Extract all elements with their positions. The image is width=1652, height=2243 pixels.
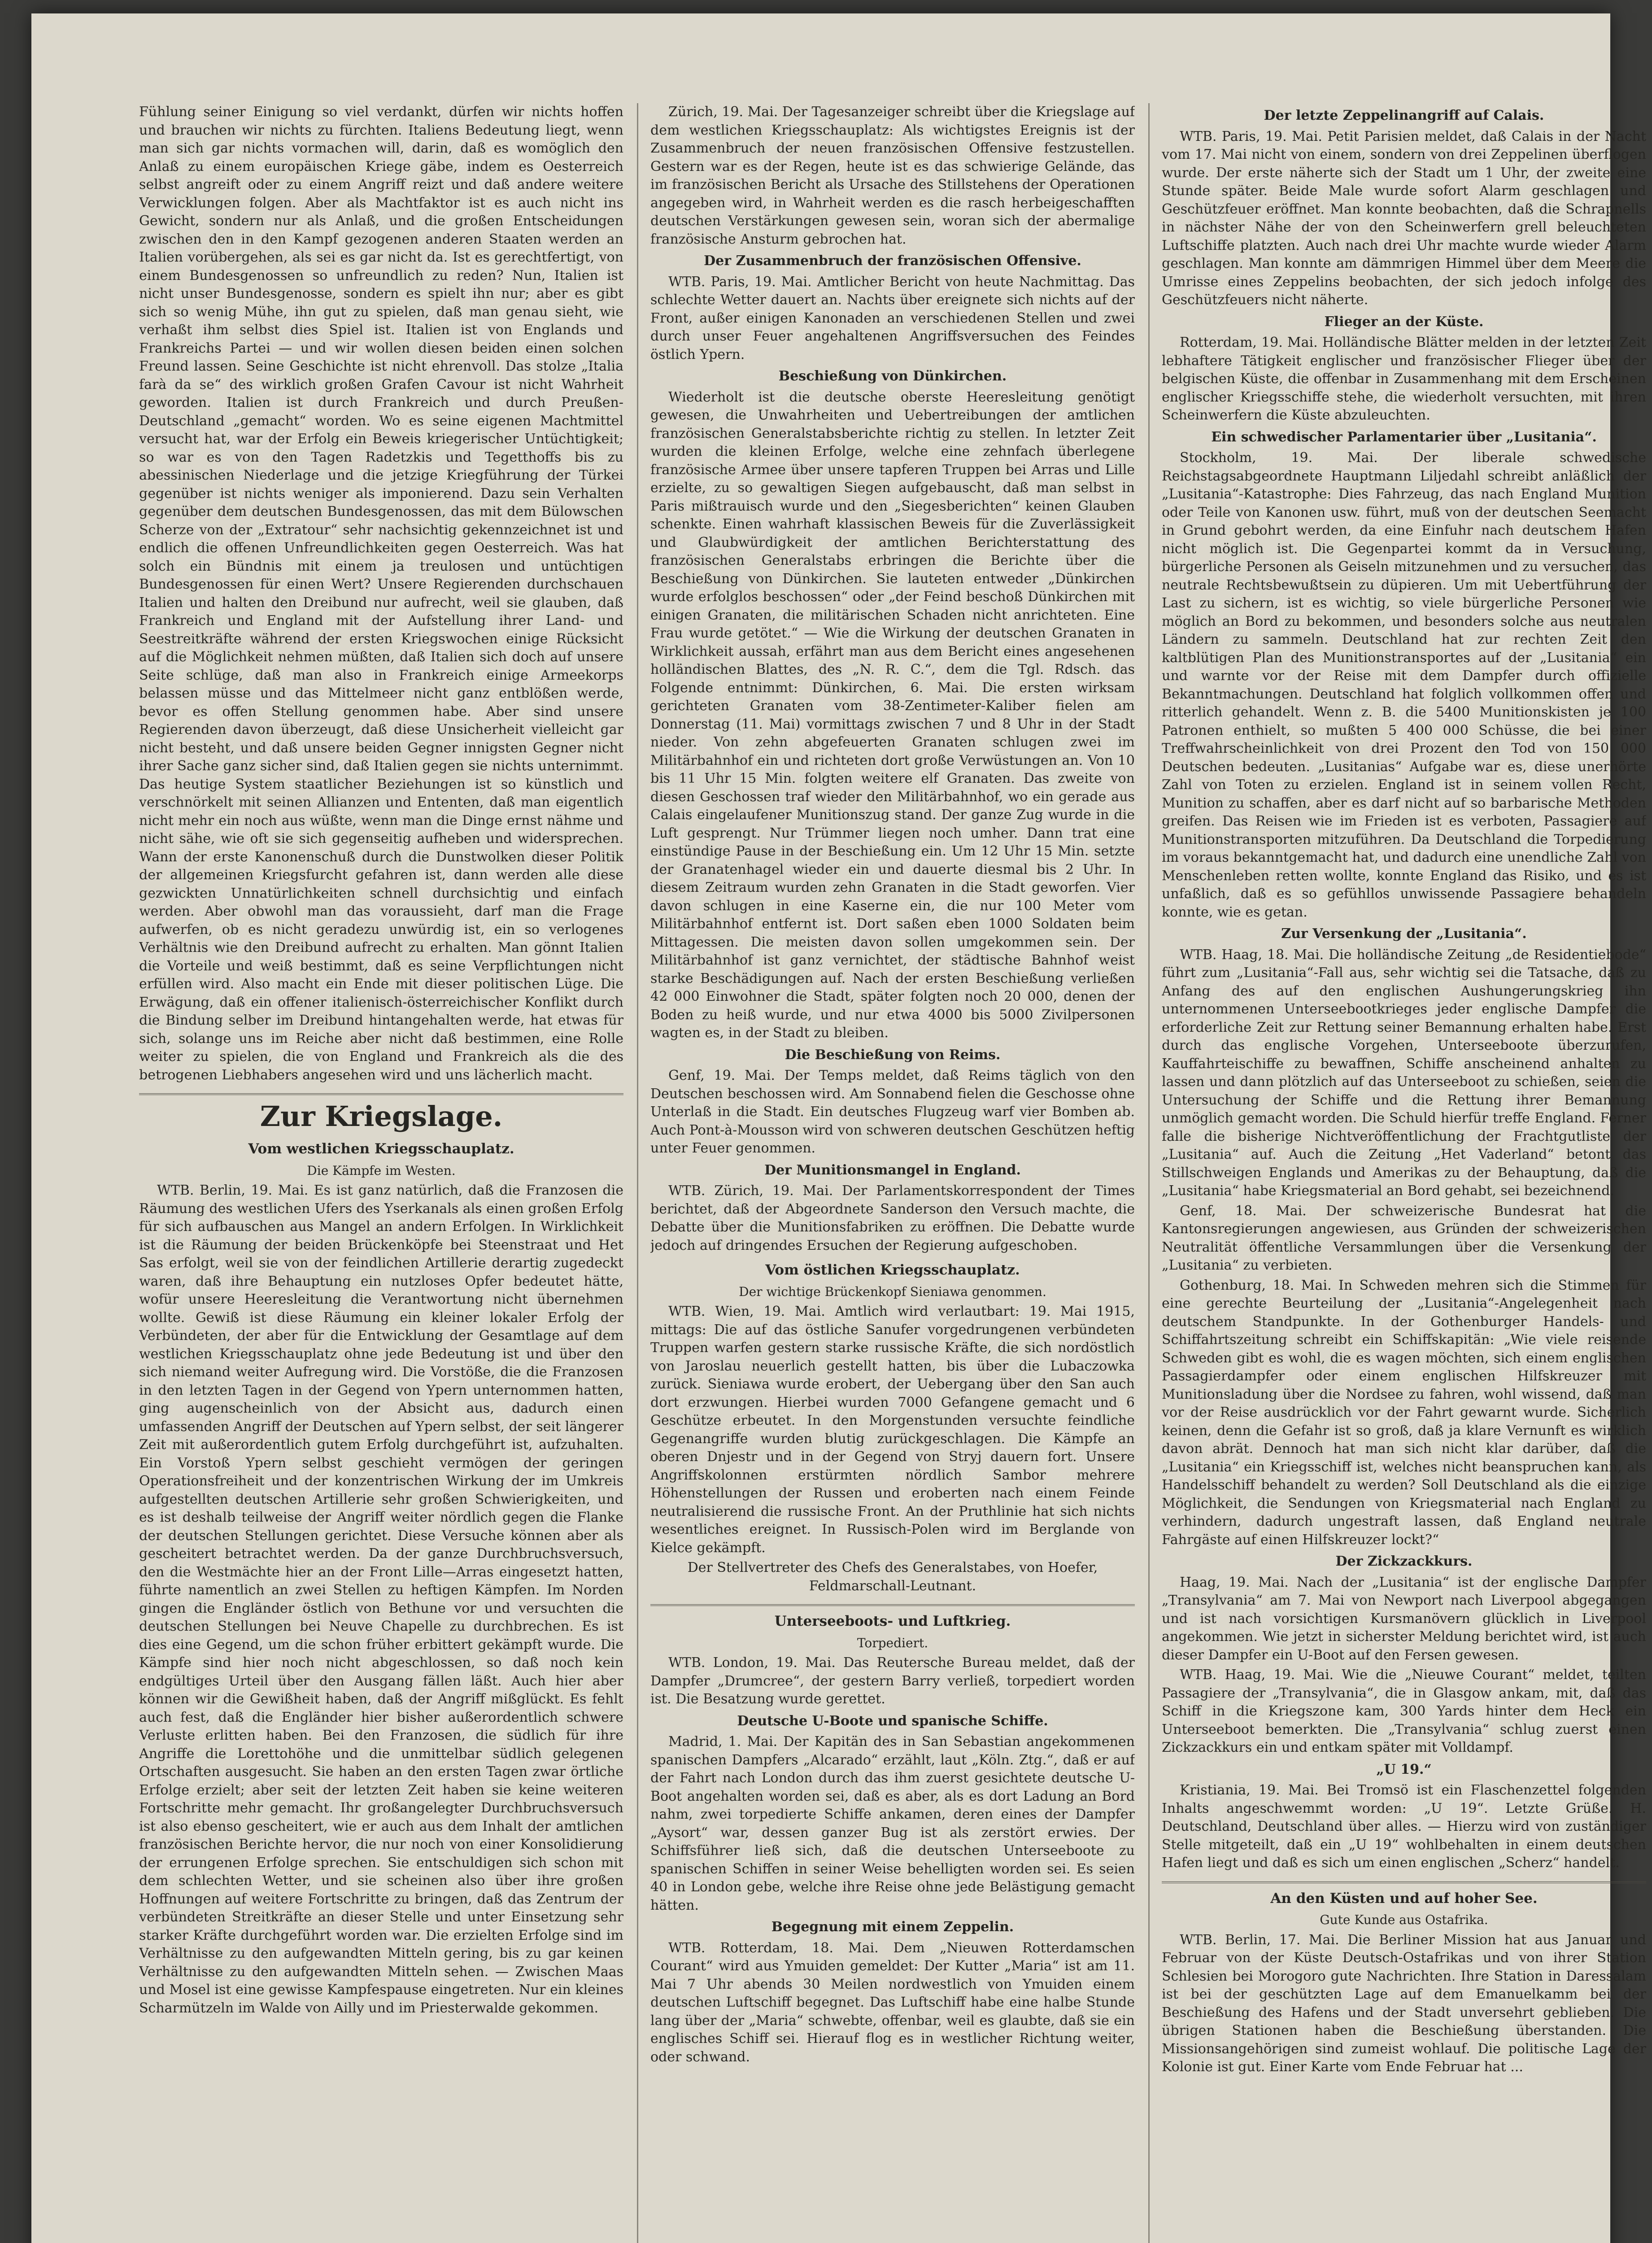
article-heading: Die Beschießung von Reims.	[785, 1047, 1001, 1063]
article-subheading: Torpediert.	[857, 1635, 928, 1650]
article-subheading: Gute Kunde aus Ostafrika.	[1320, 1912, 1488, 1927]
column-3	[1162, 103, 1646, 2243]
article-text: Gothenburg, 18. Mai. In Schweden mehren sich die Stimmen für eine gerechte Beurteilung der „Lusitania“-Angelegenheit nach deutschem Standpunkte. In der Gothenburger Handels- und Schiffahrtszeitung schreibt ein Schiffskapitän: „Wie viele reisende Schweden gibt es wohl, die es wagen möchten, sich einem englischen Passagierdampfer oder einem englischen Hilfskreuzer mit Munitionsladung über die Nordsee zu fahren, wohl wissend, daß man vor der Reise ausdrücklich vor der Fahrt gewarnt wurde. Sicherlich keinen, denn die Gefahr ist so groß, daß ja klare Vernunft es wirklich davon abrät. Dennoch hat man sich nicht klar darüber, daß die „Lusitania“ ein Kriegsschiff ist, welches nicht beanspruchen kann, als Handelsschiff behandelt zu werden? Soll Deutschland als die einzige Möglichkeit, die Sendungen von Kriegsmaterial nach England zu verhindern, dadurch ungestraft lassen, daß England neutrale Fahrgäste auf einen Hilfskreuzer lockt?“	[1162, 1277, 1646, 1548]
article-heading: Flieger an der Küste.	[1324, 314, 1484, 330]
article-signature: Der Stellvertreter des Chefs des Generalstabes, von Hoefer, Feldmarschall-Leutnant.	[687, 1560, 1098, 1594]
article-text: Haag, 19. Mai. Nach der „Lusitania“ ist der englische Dampfer „Transylvania“ am 7. Mai von Newport nach Liverpool abgegangen und ist nach vorsichtigen Kursmanövern glücklich in Liverpool angekommen. Wie jetzt in sicherster Meldung berichtet wird, ist auch dieser Dampfer ein U-Boot auf den Fersen gewesen.	[1162, 1574, 1646, 1663]
article-text: WTB. Berlin, 17. Mai. Die Berliner Mission hat aus Januar und Februar von der Küste Deutsch-Ostafrikas und von ihrer Station Schlesien bei Morogoro gute Nachrichten. Ihre Station in Daressalam ist bei der geschützten Lage auf dem Emanuelkamm bei der Beschießung des Hafens und der Stadt unversehrt geblieben. Die übrigen Stationen haben die Beschießung überstanden. Die Missionsangehörigen sind zumeist wohlauf. Die politische Lage der Kolonie ist gut. Einer Karte vom Ende Februar hat ...	[1162, 1932, 1646, 2075]
article-text: WTB. Haag, 18. Mai. Die holländische Zeitung „de Residentiebode“ führt zum „Lusitania“-Fall aus, sehr wichtig sei die Tatsache, daß zu Anfang des auf den englischen Aushungerungskrieg ihn unternommenen Unterseebootkrieges jeder englische Dampfer die erforderliche Zeit zur Rettung seiner Bemannung erhalten habe. Erst durch das englische Vorgehen, Unterseeboote überzurufen, Kauffahrteischiffe zu bewaffnen, Schiffe anscheinend anhalten zu lassen und dann plötzlich auf das Unterseeboot zu schießen, seien die Untersuchung der Schiffe und die Rettung ihrer Bemannung unmöglich gemacht worden. Die Schuld hierfür treffe England. Ferner falle die bisherige Nichtveröffentlichung der Frachtgutliste der „Lusitania“ auf. Auch die Zeitung „Het Vaderland“ betont das Stillschweigen Englands und Amerikas zu der Behauptung, daß die „Lusitania“ habe Kriegsmaterial an Bord gehabt, sei bezeichnend.	[1162, 947, 1646, 1199]
article-heading: Deutsche U-Boote und spanische Schiffe.	[737, 1713, 1048, 1729]
section-divider	[1162, 1881, 1646, 1883]
section-heading: Zur Kriegslage.	[260, 1100, 503, 1133]
article-text: Genf, 18. Mai. Der schweizerische Bundesrat hat die Kantonsregierungen angewiesen, aus Gründen der schweizerischen Neutralität öffentliche Versammlungen über die Versenkung der „Lusitania“ zu verbieten.	[1162, 1203, 1646, 1273]
article-text: WTB. Haag, 19. Mai. Wie die „Nieuwe Courant“ meldet, teilten Passagiere der „Transylvania“, die in Glasgow ankam, mit, daß das Schiff in die Kriegszone kam, 300 Yards hinter dem Heck ein Unterseeboot bemerkten. Die „Transylvania“ schlug zuerst einen Zickzackkurs ein und entkam später mit Volldampf.	[1162, 1667, 1646, 1755]
article-text: Kristiania, 19. Mai. Bei Tromsö ist ein Flaschenzettel folgenden Inhalts angeschwemmt worden: „U 19“. Letzte Grüße. H. Deutschland, Deutschland über alles. — Hierzu wird von zuständiger Stelle mitgeteilt, daß ein „U 19“ wohlbehalten in einem deutschen Hafen liegt und daß es sich um einen englischen „Scherz“ handelt.	[1162, 1782, 1646, 1871]
column-rule	[1148, 103, 1150, 2243]
article-text: WTB. Paris, 19. Mai. Amtlicher Bericht von heute Nachmittag. Das schlechte Wetter dauert an. Nachts über ereignete sich nichts auf der Front, außer einigen Kanonaden an verschiedenen Stellen und zwei durch unser Feuer angehaltenen Angriffsversuchen des Feindes östlich Ypern.	[650, 274, 1135, 362]
section-divider	[139, 1093, 623, 1095]
article-heading: Der Zusammenbruch der französischen Offensive.	[704, 253, 1081, 269]
article-text: Fühlung seiner Einigung so viel verdankt, dürfen wir nichts hoffen und brauchen wir nichts zu fürchten. Italiens Bedeutung liegt, wenn man sich gar nichts vormachen will, darin, daß es womöglich den Anlaß zu einem europäischen Kriege gäbe, indem es Oesterreich selbst angreift oder zu einem Angriff reizt und daß andere weitere Verwicklungen folgen. Aber als Machtfaktor ist es auch nicht ins Gewicht, sondern nur als Anlaß, und die großen Entscheidungen zwischen den in den Kampf gezogenen anderen Staaten werden an Italien vorübergehen, als sei es gar nicht da. Ist es gerechtfertigt, von einem Bundesgenossen so unfreundlich zu reden? Nun, Italien ist nicht unser Bundesgenosse, sondern es spielt ihn nur; aber es gibt sich so wenig Mühe, ihn gut zu spielen, daß man genau sieht, wie verhaßt ihm selbst dies Spiel ist. Italien ist von Englands und Frankreichs Partei — und wir wollen diesen beiden einen solchen Freund lassen. Seine Geschichte ist nicht ehrenvoll. Das stolze „Italia farà da se“ des wirklich großen Grafen Cavour ist nicht Wahrheit geworden. Italien ist durch Frankreich und durch Preußen-Deutschland „gemacht“ worden. Wo es seine eigenen Machtmittel versucht hat, war der Erfolg ein Beweis kriegerischer Untüchtigkeit; so war es von den Tagen Radetzkis und Tegetthoffs bis zu abessinischen Niederlage und die jetzige Kriegführung der Türkei gegenüber ist nichts weniger als imponierend. Dazu sein Verhalten gegenüber dem deutschen Bundesgenossen, das mit dem Bülowschen Scherze von der „Extratour“ sehr nachsichtig gekennzeichnet ist und endlich die offenen Unfreundlichkeiten gegen Oesterreich. Was hat solch ein Bündnis mit einem ja treulosen und untüchtigen Bundesgenossen für einen Wert? Unsere Regierenden durchschauen Italien und halten den Dreibund nur aufrecht, weil sie glauben, daß Frankreich und England mit der Aufstellung ihrer Land- und Seestreitkräfte während der ersten Kriegswochen einige Rücksicht auf die Möglichkeit nehmen müßten, daß Italien sich doch auf unsere Seite schlüge, daß man also in Frankreich einige Armeekorps belassen müsse und das Mittelmeer nicht ganz entblößen werde, bevor es offen Stellung genommen habe. Aber sind unsere Regierenden davon überzeugt, daß diese Unsicherheit vielleicht gar nicht besteht, und daß unsere beiden Gegner innigsten Gegner nicht ihrer Sache ganz sicher sind, daß Italien gegen sie nichts unternimmt. Das heutige System staatlicher Beziehungen ist so künstlich und verschnörkelt mit seinen Allianzen und Ententen, daß man eigentlich nicht mehr ein noch aus wüßte, wenn man die Dinge ernst nähme und nicht sähe, wie oft sie sich gegenseitig aufheben und widersprechen. Wann der erste Kanonenschuß durch die Dunstwolken dieser Politik der allgemeinen Kriegsfurcht gefahren ist, dann werden alle diese gezwickten Unnatürlichkeiten schnell durchsichtig und einfach werden. Aber obwohl man das voraussieht, darf man die Frage aufwerfen, ob es nicht geradezu unwürdig ist, ein so verlogenes Verhältnis wie den Dreibund aufrecht zu erhalten. Man gönnt Italien die Vorteile und weiß bestimmt, daß es seine Verpflichtungen nicht erfüllen wird. Also macht ein Ende mit dieser politischen Lüge. Die Erwägung, daß ein offener italienisch-österreichischer Konflikt durch die Bindung selber im Dreibund hintangehalten werde, hat etwas für sich, solange uns im Reiche aber nicht daß bestimmen, eine Rolle weiter zu spielen, die von England und Frankreich als die des betrogenen Liebhabers angesehen wird und uns lächerlich macht.	[139, 104, 623, 1083]
column-2	[650, 103, 1135, 2243]
section-heading: An den Küsten und auf hoher See.	[1270, 1890, 1538, 1907]
article-text: WTB. Wien, 19. Mai. Amtlich wird verlautbart: 19. Mai 1915, mittags: Die auf das östliche Sanufer vorgedrungenen verbündeten Truppen warfen gestern starke russische Kräfte, die sich nordöstlich von Jaroslau neuerlich gestellt hatten, bis über die Lubaczowka zurück. Sieniawa wurde erobert, der Uebergang über den San auch dort erzwungen. Hierbei wurden 7000 Gefangene gemacht und 6 Geschütze erbeutet. In den Morgenstunden versuchte feindliche Gegenangriffe wurden blutig zurückgeschlagen. Die Kämpfe an oberen Dnjestr und in der Gegend von Stryj dauern fort. Unsere Angriffskolonnen erstürmten nördlich Sambor mehrere Höhenstellungen der Russen und eroberten nach einem Feinde neutralisierend die russische Front. An der Pruthlinie hat sich nichts wesentliches ereignet. In Russisch-Polen wird im Berglande von Kielce gekämpft.	[650, 1304, 1135, 1556]
article-text: Genf, 19. Mai. Der Temps meldet, daß Reims täglich von den Deutschen beschossen wird. Am Sonnabend fielen die Geschosse ohne Unterlaß in die Stadt. Ein deutsches Flugzeug warf vier Bomben ab. Auch Pont-à-Mousson wird von schweren deutschen Geschützen heftig unter Feuer genommen.	[650, 1068, 1135, 1156]
article-text: Wiederholt ist die deutsche oberste Heeresleitung genötigt gewesen, die Unwahrheiten und Uebertreibungen der amtlichen französischen Generalstabsberichte richtig zu stellen. In letzter Zeit wurden die kleinen Erfolge, welche eine zehnfach überlegene französische Armee über unsere tapferen Truppen bei Arras und Lille erzielte, zu so gewaltigen Siegen aufgebauscht, daß man selbst in Paris mißtrauisch wurde und den „Siegesberichten“ keinen Glauben schenkte. Einen wahrhaft klassischen Beweis für die Zuverlässigkeit und Glaubwürdigkeit der amtlichen Berichterstattung des französischen Generalstabs erbringen die Berichte über die Beschießung von Dünkirchen. Sie lauteten entweder „Dünkirchen wurde erfolglos beschossen“ oder „der Feind beschoß Dünkirchen mit einigen Granaten, die militärischen Schaden nicht anrichteten. Eine Frau wurde getötet.“ — Wie die Wirkung der deutschen Granaten in Wirklichkeit aussah, erfährt man aus dem Bericht eines angesehenen holländischen Blattes, des „N. R. C.“, dem die Tgl. Rdsch. das Folgende entnimmt: Dünkirchen, 6. Mai. Die ersten wirksam gerichteten Granaten vom 38-Zentimeter-Kaliber fielen am Donnerstag (11. Mai) vormittags zwischen 7 und 8 Uhr in der Stadt nieder. Von zehn abgefeuerten Granaten schlugen zwei im Militärbahnhof ein und richteten dort große Verwüstungen an. Von 10 bis 11 Uhr 15 Min. folgten weitere elf Granaten. Das zweite von diesen Geschossen traf wieder den Militärbahnhof, wo ein gerade aus Calais eingelaufener Munitionszug stand. Der ganze Zug wurde in die Luft gesprengt. Nur Trümmer liegen noch umher. Dann trat eine einstündige Pause in der Beschießung ein. Um 12 Uhr 15 Min. setzte der Granatenhagel wieder ein und dauerte diesmal bis 2 Uhr. In diesem Zeitraum wurden zehn Granaten in die Stadt geworfen. Vier davon schlugen in eine Kaserne ein, die nur 100 Meter vom Militärbahnhof entfernt ist. Dort saßen eben 1000 Soldaten beim Mittagessen. Die meisten davon sollen umgekommen sein. Der Militärbahnhof ist ganz vernichtet, der städtische Bahnhof weist starke Beschädigungen auf. Nach der ersten Beschießung verließen 42 000 Einwohner die Stadt, später folgten noch 20 000, denen der Boden zu heiß wurde, und nur etwa 4000 bis 5000 Zivilpersonen wagten es, in der Stadt zu bleiben.	[650, 389, 1135, 1041]
article-heading: Vom westlichen Kriegsschauplatz.	[248, 1141, 514, 1157]
article-heading: Der Zickzackkurs.	[1335, 1554, 1473, 1569]
column-1	[139, 103, 623, 2243]
article-heading: „U 19.“	[1376, 1761, 1432, 1777]
newspaper-page	[31, 13, 1646, 2243]
article-text: Rotterdam, 19. Mai. Holländische Blätter melden in der letzten Zeit lebhaftere Tätigkeit englischer und französischer Flieger über der belgischen Küste, die offenbar in Zusammenhang mit dem Erscheinen englischer Kriegsschiffe stehe, die wiederholt versuchten, mit ihren Scheinwerfern die Küste abzuleuchten.	[1162, 335, 1646, 423]
section-heading: Unterseeboots- und Luftkrieg.	[774, 1613, 1011, 1629]
article-heading: Der letzte Zeppelinangriff auf Calais.	[1264, 108, 1544, 123]
article-heading: Beschießung von Dünkirchen.	[778, 368, 1007, 384]
article-heading: Der Munitionsmangel in England.	[764, 1162, 1021, 1178]
article-text: Stockholm, 19. Mai. Der liberale schwedische Reichstagsabgeordnete Hauptmann Liljedahl schreibt anläßlich der „Lusitania“-Katastrophe: Dies Fahrzeug, das nach England Munition oder Teile von Kanonen usw. führt, muß von der deutschen Seemacht in Grund gebohrt werden, da eine Einfuhr nach deutschem Hafen nicht möglich ist. Die Gegenpartei kommt da in Versuchung, bürgerliche Personen als Geiseln mitzunehmen und zu versuchen, das neutrale Rechtsbewußtsein zu düpieren. Um mit Uebertführung der Last zu sichern, ist es wichtig, so viele bürgerliche Personen wie möglich an Bord zu bekommen, und besonders solche aus neutralen Ländern zu sammeln. Deutschland hat zur rechten Zeit den kaltblütigen Plan des Munitionstransportes auf der „Lusitania“ ein und warnte vor der Reise mit dem Dampfer durch offizielle Bekanntmachungen. Deutschland hat folglich vollkommen offen und ritterlich gehandelt. Wenn z. B. die 5400 Munitionskisten je 100 Patronen enthielt, so mußten 5 400 000 Schüsse, die bei einer Treffwahrscheinlichkeit von drei Prozent den Tod von 150 000 Deutschen bedeuten. „Lusitanias“ Aufgabe war es, diese unerhörte Zahl von Toten zu erzielen. England ist in seinem vollen Recht, Munition zu schaffen, aber es darf nicht auf so barbarische Methoden greifen. Das Reisen wie im Frieden ist es verboten, Passagiere auf Munitionstransporten mitzuführen. Da Deutschland die Torpedierung im voraus bekanntgemacht hat, und dadurch eine unendliche Zahl von Menschenleben retten wollte, konnte England das Risiko, und es ist unfaßlich, daß es so gefühllos unwissende Passagiere behandeln konnte, wie es getan.	[1162, 450, 1646, 920]
article-text: WTB. London, 19. Mai. Das Reutersche Bureau meldet, daß der Dampfer „Drumcree“, der gestern Barry verließ, torpediert worden ist. Die Besatzung wurde gerettet.	[650, 1655, 1135, 1707]
column-rule	[637, 103, 638, 2243]
section-divider	[650, 1604, 1135, 1606]
article-subheading: Der wichtige Brückenkopf Sieniawa genommen.	[739, 1284, 1046, 1299]
article-heading: Vom östlichen Kriegsschauplatz.	[765, 1262, 1020, 1278]
article-text: Madrid, 1. Mai. Der Kapitän des in San Sebastian angekommenen spanischen Dampfers „Alcarado“ erzählt, laut „Köln. Ztg.“, daß er auf der Fahrt nach London durch das ihm zuerst gesichtete deutsche U-Boot angehalten worden sei, daß es aber, als es dort Ladung an Bord nahm, zwei torpedierte Schiffe ankamen, deren eines der Dampfer „Aysort“ war, dessen ganzer Bug ist als zerstört erwies. Der Schiffsführer ließ sich, daß die deutschen Unterseeboote zu spanischen Schiffen in seiner Weise behelligten worden sei. Es seien 40 in London gebe, welche ihre Reise ohne jede Belästigung gemacht hätten.	[650, 1734, 1135, 1913]
article-text: WTB. Paris, 19. Mai. Petit Parisien meldet, daß Calais in der Nacht vom 17. Mai nicht von einem, sondern von drei Zeppelinen überflogen wurde. Der erste näherte sich der Stadt um 1 Uhr, der zweite eine Stunde später. Beide Male wurde sofort Alarm geschlagen und Geschützfeuer eröffnet. Man konnte beobachten, daß die Schrapnells in nächster Nähe der von den Scheinwerfern grell beleuchteten Luftschiffe platzten. Auch nach drei Uhr machte wurde wieder Alarm geschlagen. Man konnte am dämmrigen Himmel über dem Meere die Umrisse eines Zeppelins beobachten, der sich jedoch infolge des Geschützfeuers nicht näherte.	[1162, 128, 1646, 308]
article-heading: Ein schwedischer Parlamentarier über „Lusitania“.	[1211, 429, 1597, 445]
article-text: WTB. Zürich, 19. Mai. Der Parlamentskorrespondent der Times berichtet, daß der Abgeordnete Sanderson den Versuch machte, die Debatte über die Munitionsfabriken zu eröffnen. Die Debatte wurde jedoch auf dringendes Ersuchen der Regierung aufgeschoben.	[650, 1183, 1135, 1253]
article-text: Zürich, 19. Mai. Der Tagesanzeiger schreibt über die Kriegslage auf dem westlichen Kriegsschauplatz: Als wichtigstes Ereignis ist der Zusammenbruch der neuen französischen Offensive festzustellen. Gestern war es der Regen, heute ist es das schwierige Gelände, das im französischen Bericht als Ursache des Stillstehens der Operationen angegeben wird, in Wahrheit werden es die rasch herbeigeschafften deutschen Verstärkungen gewesen sein, woran sich der abermalige französische Ansturm gebrochen hat.	[650, 104, 1135, 247]
article-text: WTB. Berlin, 19. Mai. Es ist ganz natürlich, daß die Franzosen die Räumung des westlichen Ufers des Yserkanals als einen großen Erfolg für sich aufbauschen aus Mangel an andern Erfolgen. In Wirklichkeit ist die Räumung der beiden Brückenköpfe bei Steenstraat und Het Sas erfolgt, weil sie von der feindlichen Artillerie derartig zugedeckt waren, daß ihre Behauptung ein nutzloses Opfer bedeutet hätte, wofür unsere Heeresleitung die Verantwortung nicht übernehmen wollte. Gewiß ist diese Räumung ein kleiner lokaler Erfolg der Verbündeten, der aber für die Entwicklung der Gesamtlage auf dem westlichen Kriegsschauplatz ohne jede Bedeutung ist und über den sich niemand weiter Aufregung wird. Die Vorstöße, die die Franzosen in den letzten Tagen in der Gegend von Ypern unternommen hatten, ging augenscheinlich von der Absicht aus, dadurch einen umfassenden Angriff der Deutschen auf Ypern selbst, der seit längerer Zeit mit außerordentlich gutem Erfolg durchgeführt ist, aufzuhalten. Ein Vorstoß Ypern selbst geschieht vermögen der geringen Operationsfreiheit und der konzentrischen Wirkung der im Umkreis aufgestellten deutschen Artillerie sehr großen Schwierigkeiten, und es ist deshalb teilweise der Angriff weiter nördlich gegen die Flanke der deutschen Stellungen gerichtet. Diese Versuche können aber als gescheitert betrachtet werden. Da der ganze Durchbruchsversuch, den die Westmächte hier an der Front Lille—Arras eingesetzt hatten, führte namentlich an zwei Stellen zu heftigen Kämpfen. Im Norden gingen die Engländer östlich von Bethune vor und versuchten die deutschen Stellungen bei Neuve Chapelle zu durchbrechen. Es ist dies eine Gegend, um die schon früher erbittert gekämpft wurde. Die Kämpfe sind hier noch nicht abgeschlossen, so daß noch kein endgültiges Urteil über den Ausgang fällen läßt. Auch hier aber können wir die Gewißheit haben, daß der Angriff mißglückt. Es fehlt auch fest, daß die Engländer hier bisher außerordentlich schwere Verluste erlitten haben. Bei den Franzosen, die südlich für ihre Angriffe die Lorettohöhe und die unmittelbar südlich gelegenen Ortschaften ausgesucht. Sie haben an den ersten Tagen zwar örtliche Erfolge erzielt; aber seit der letzten Zeit haben sie keine weiteren Fortschritte mehr gemacht. Ihr großangelegter Durchbruchsversuch ist also ebenso gescheitert, wie er auch aus dem Inhalt der amtlichen französischen Berichte hervor, die nur noch von einer Konsolidierung der errungenen Erfolge sprechen. Sie entschuldigen sich schon mit dem schlechten Wetter, und sie scheinen also über ihre großen Hoffnungen auf weitere Fortschritte zu bringen, daß das Zentrum der verbündeten Streitkräfte an dieser Stelle und unter Einsetzung sehr starker Kräfte durchgeführt worden war. Die erzielten Erfolge sind im Verhältnisse zu den aufgewandten Mitteln gering, bis zu gar keinen Verhältnisse zu den aufgewandten Mitteln sehen. — Zwischen Maas und Mosel ist eine gewisse Kampfespause eingetreten. Nur ein kleines Scharmützeln im Walde von Ailly und im Priesterwalde gekommen.	[139, 1183, 623, 2016]
article-text: WTB. Rotterdam, 18. Mai. Dem „Nieuwen Rotterdamschen Courant“ wird aus Ymuiden gemeldet: Der Kutter „Maria“ ist am 11. Mai 7 Uhr abends 30 Meilen nordwestlich von Ymuiden einem deutschen Luftschiff begegnet. Das Luftschiff habe eine halbe Stunde lang über der „Maria“ schwebte, offenbar, weil es glaubte, daß sie ein englisches Schiff sei. Hierauf flog es in westlicher Richtung weiter, oder schwand.	[650, 1940, 1135, 2065]
article-heading: Zur Versenkung der „Lusitania“.	[1281, 926, 1527, 942]
article-subheading: Die Kämpfe im Westen.	[307, 1163, 456, 1178]
article-heading: Begegnung mit einem Zeppelin.	[771, 1919, 1014, 1935]
